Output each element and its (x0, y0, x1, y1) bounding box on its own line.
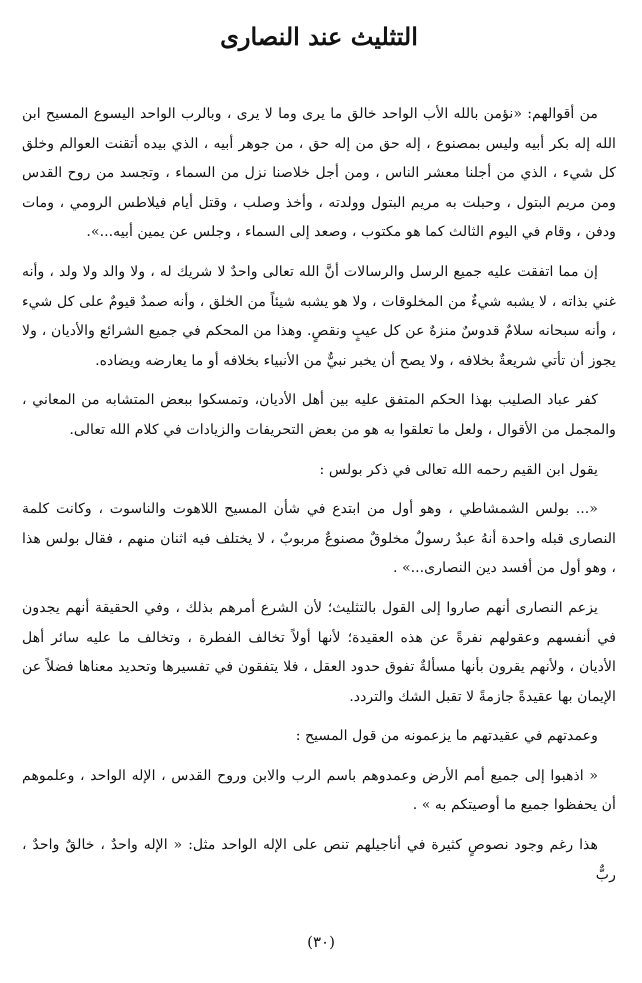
page-title: التثليث عند النصارى (220, 22, 418, 51)
paragraph-monotheism: إن مما اتفقت عليه جميع الرسل والرسالات أنَّ الله تعالى واحدٌ لا شريك له ، ولا والد ولا ولد ، وأنه غني بذاته ، لا يشبه شيءٌ من المخلوقات ، ولا هو يشبه شيئاً من الخلق ، وأنه صمدٌ قيومٌ على كل شيء ، وأنه سبحانه سلامٌ قدوسٌ منزهٌ عن كل عيبٍ ونقصٍ. وهذا من المحكم في جميع الشرائع والأديان ، ولا يجوز أن تأتي شريعةٌ بخلافه ، ولا يصح أن يخبر نبيٌّ من الأنبياء بخلافه أو ما يعارضه ويضاده. (22, 263, 616, 369)
page-number: (٣٠) (307, 933, 335, 951)
paragraph-disbelief: كفر عباد الصليب بهذا الحكم المتفق عليه بين أهل الأديان، وتمسكوا ببعض المتشابه من المعاني ، والمجمل من الأقوال ، ولعل ما تعلقوا به هو من بعض التحريفات والزيادات في كلام الله تعالى. (22, 392, 616, 438)
paragraph-basis-intro: وعمدتهم في عقيدتهم ما يزعمونه من قول المسيح : (295, 728, 598, 745)
paragraph-creed-quote: من أقوالهم: «نؤمن بالله الأب الواحد خالق ما يرى وما لا يرى ، وبالرب الواحد اليسوع المسيح ابن الله إله بكر أبيه وليس بمصنوع ، إله حق من إله حق ، من جوهر أبيه ، الذي بيده أتقنت العوالم وخلق كل شيء ، الذي من أجلنا معشر الناس ، ومن أجل خلاصنا نزل من السماء ، وتجسد من روح القدس ومن مريم البتول ، وحبلت به مريم البتول وولدته ، وأخذ وصلب ، وقتل أيام فيلاطس الرومي ، ومات ودفن ، وقام في اليوم الثالث كما هو مكتوب ، وصعد إلى السماء ، وجلس عن يمين أبيه...». (22, 106, 616, 241)
paragraph-baptism-quote: « اذهبوا إلى جميع أمم الأرض وعمدوهم باسم الرب والابن وروح القدس ، الإله الواحد ، وعلموهم أن يحفظوا جميع ما أوصيتكم به » . (22, 767, 616, 814)
paragraph-ibn-qayyim-intro: يقول ابن القيم رحمه الله تعالى في ذكر بولس : (319, 461, 598, 478)
paragraph-trinity-claim: يزعم النصارى أنهم صاروا إلى القول بالتثليث؛ لأن الشرع أمرهم بذلك ، وفي الحقيقة أنهم يجدون في أنفسهم وعقولهم نفرةً عن هذه العقيدة؛ لأنها أولاً تخالف الفطرة ، وتخالف ما عليه سائر أهل الأديان ، ولأنهم يقرون بأنها مسألةٌ تفوق حدود العقل ، فلا يتفقون في تفسيرها وتحديد معناها فضلاً عن الإيمان بها عقيدةً جازمةً لا تقبل الشك والتردد. (22, 599, 616, 705)
paragraph-paul-quote: «... بولس الشمشاطي ، وهو أول من ابتدع في شأن المسيح اللاهوت والناسوت ، وكانت كلمة النصارى قبله واحدة أنهُ عبدٌ رسولٌ مخلوقٌ مصنوعٌ مربوبٌ ، لا يختلف فيه اثنان منهم ، فقال بولس هذا ، وهو أول من أفسد دين النصارى...» . (22, 501, 616, 577)
page-body (22, 100, 616, 900)
paragraph-gospel-texts: هذا رغم وجود نصوصٍ كثيرة في أناجيلهم تنص على الإله الواحد مثل: « الإله واحدٌ ، خالقٌ واحدٌ ، ربٌّ (22, 837, 616, 883)
